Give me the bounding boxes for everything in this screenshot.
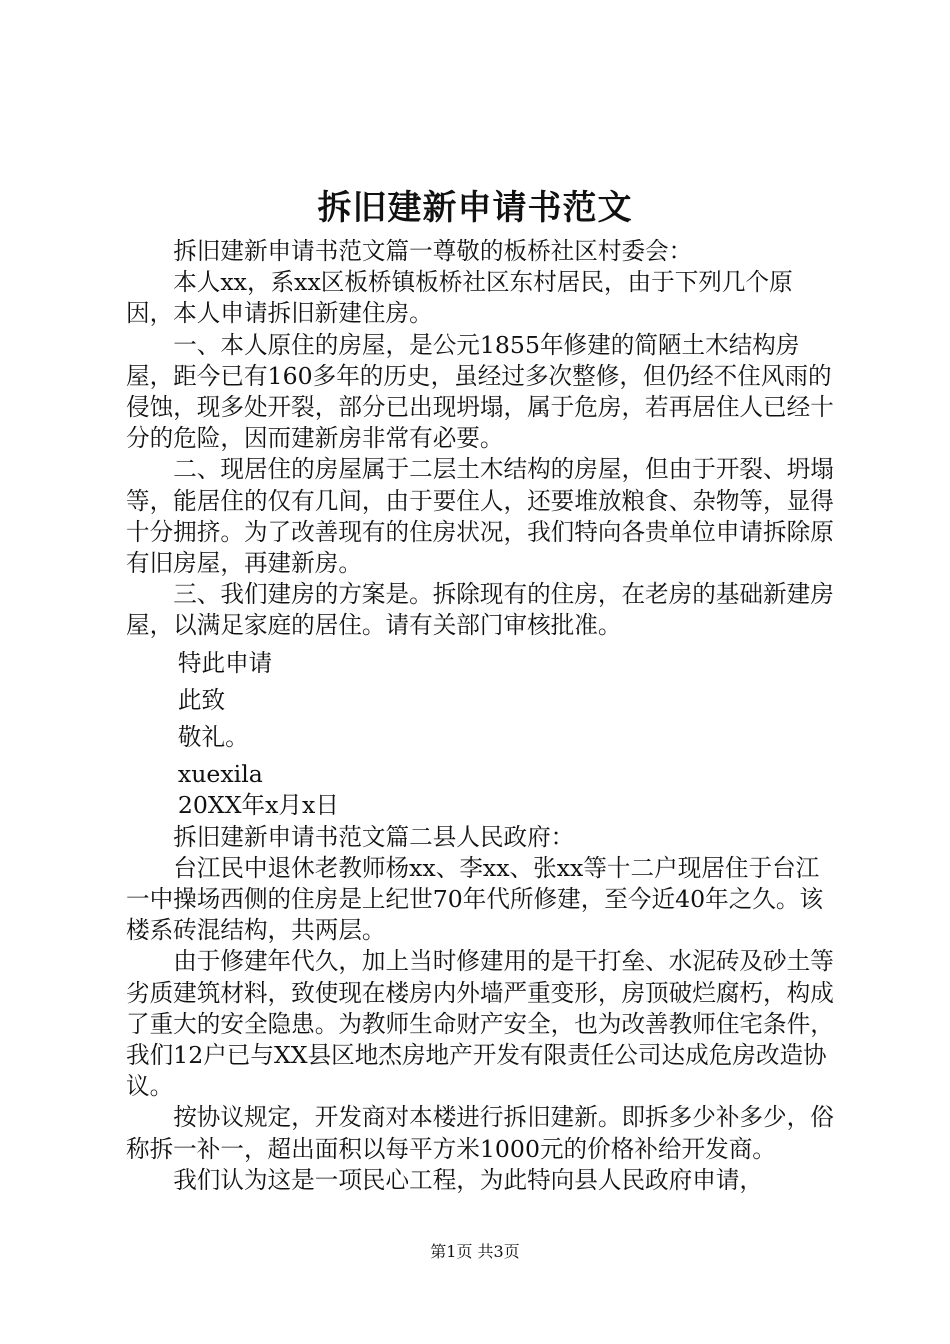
signature-date: 20XX年x月x日 [177, 791, 339, 820]
paragraph-salutation-1: 拆旧建新申请书范文篇一尊敬的板桥社区村委会： [173, 237, 693, 265]
paragraph-reason-2: 二、现居住的房屋属于二层土木结构的房屋，但由于开裂、坍塌等，能居住的仅有几间，由于要住人，还要堆放粮食、杂物等，显得十分拥挤。为了改善现有的住房状况，我们特向各贵单位申请拆除原有旧房屋，再建新房。 [126, 455, 834, 578]
page-number-footer: 第1页 共3页 [430, 1242, 520, 1261]
paragraph-body: 我们认为这是一项民心工程，为此特向县人民政府申请， [173, 1165, 764, 1194]
closing-line: 特此申请 [177, 648, 273, 677]
paragraph-reason-3: 三、我们建房的方案是。拆除现有的住房，在老房的基础新建房屋，以满足家庭的居住。请有关部门审核批准。 [126, 580, 834, 640]
paragraph-salutation-2: 拆旧建新申请书范文篇二县人民政府： [173, 822, 575, 851]
paragraph-reason-1: 一、本人原住的房屋，是公元1855年修建的简陋土木结构房屋，距今已有160多年的历史，虽经过多次整修，但仍经不住风雨的侵蚀，现多处开裂，部分已出现坍塌，属于危房，若再居住人已经十分的危险，因而建新房非常有必要。 [126, 330, 834, 453]
closing-line: 此致 [177, 685, 226, 714]
document-body [126, 236, 834, 1196]
paragraph-intro: 本人xx，系xx区板桥镇板桥社区东村居民，由于下列几个原因，本人申请拆旧新建住房。 [126, 268, 793, 328]
closing-line: 敬礼。 [177, 723, 249, 752]
paragraph-body: 由于修建年代久，加上当时修建用的是干打垒、水泥砖及砂土等劣质建筑材料，致使现在楼房内外墙严重变形，房顶破烂腐朽，构成了重大的安全隐患。为教师生命财产安全，也为改善教师住宅条件，我们12户已与XX县区地杰房地产开发有限责任公司达成危房改造协议。 [126, 947, 834, 1101]
document-title: 拆旧建新申请书范文 [317, 188, 633, 228]
paragraph-body: 按协议规定，开发商对本楼进行拆旧建新。即拆多少补多少，俗称拆一补一，超出面积以每平方米1000元的价格补给开发商。 [126, 1103, 834, 1163]
paragraph-body: 台江民中退休老教师杨xx、李xx、张xx等十二户现居住于台江一中操场西侧的住房是上纪世70年代所修建，至今近40年之久。该楼系砖混结构，共两层。 [126, 853, 824, 945]
signature-name: xuexila [177, 760, 263, 789]
